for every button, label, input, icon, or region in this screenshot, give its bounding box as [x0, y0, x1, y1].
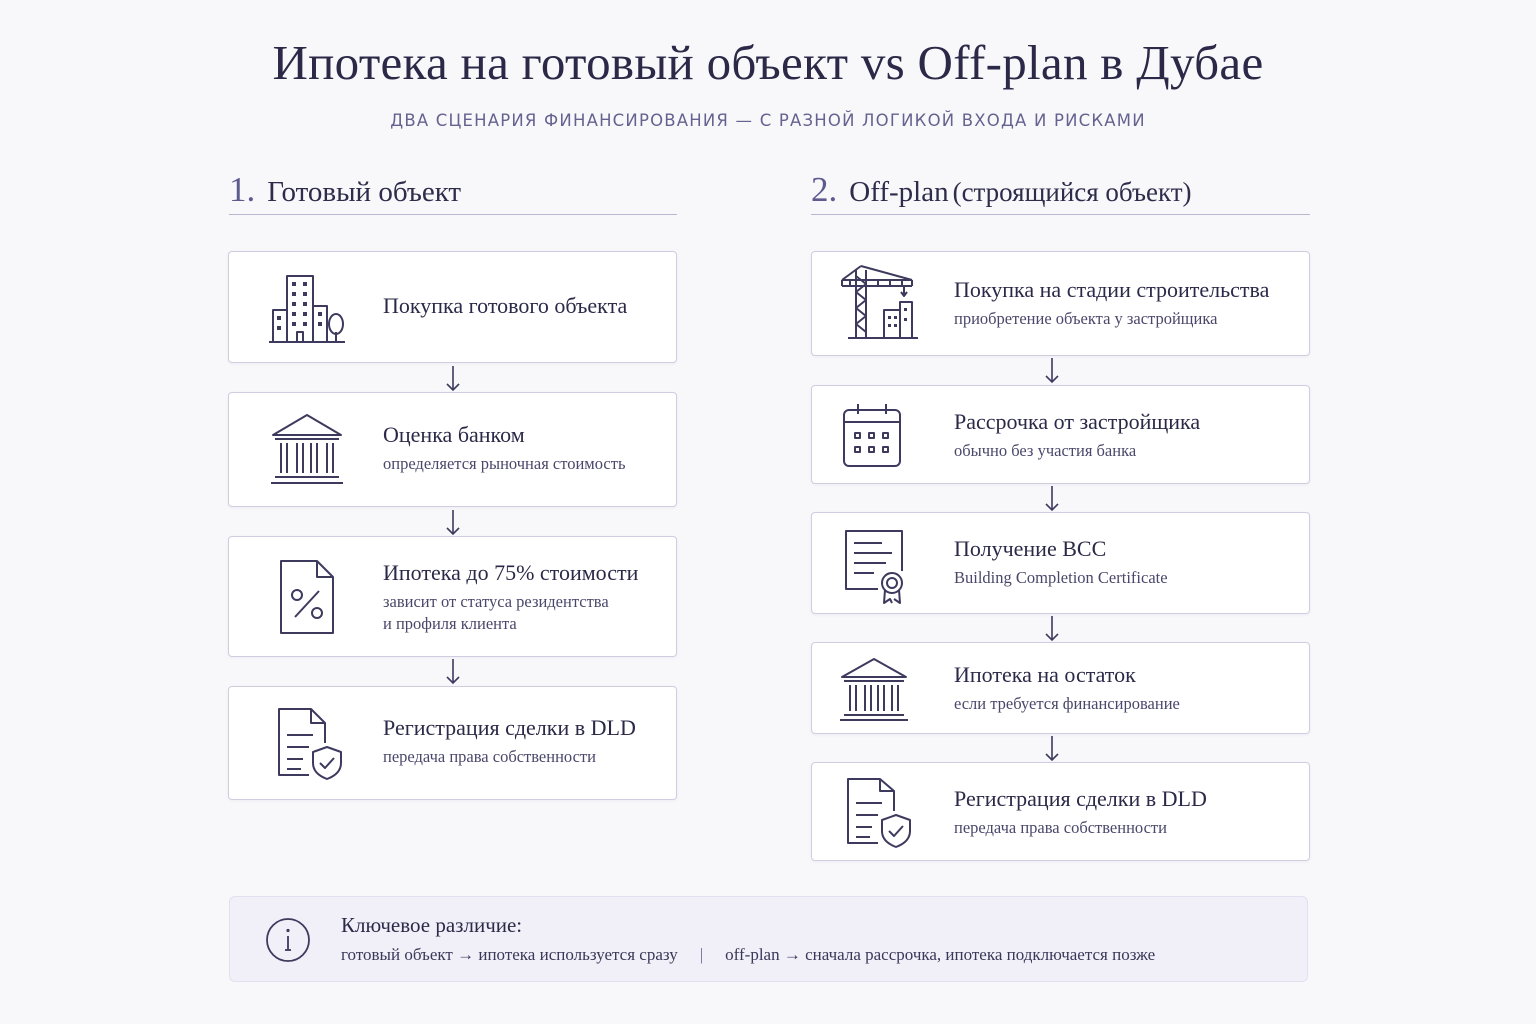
percent-document-icon: [265, 555, 349, 639]
step-title: Ипотека до 75% стоимости: [383, 560, 639, 585]
city-buildings-icon: [265, 266, 349, 350]
step-description: приобретение объекта у застройщика: [954, 309, 1218, 328]
step-title: Ипотека на остаток: [954, 662, 1136, 687]
step-description: если требуется финансирование: [954, 694, 1180, 713]
down-arrow-icon: [1044, 484, 1060, 514]
construction-crane-icon: [838, 262, 922, 346]
step-description: передача права собственности: [954, 818, 1167, 837]
step-description: зависит от статуса резидентства и профиля клиента: [383, 592, 609, 633]
note-title: Ключевое различие:: [341, 913, 523, 937]
right-step-2-text: [954, 408, 1200, 462]
right-step-5-card: [811, 762, 1310, 861]
right-step-2-card: [811, 385, 1310, 484]
info-icon: [264, 916, 312, 964]
key-difference-note: [229, 896, 1308, 982]
left-step-1-card: [228, 251, 677, 363]
right-step-1-text: [954, 276, 1269, 330]
down-arrow-icon: [445, 508, 461, 538]
down-arrow-icon: [1044, 356, 1060, 386]
page-subtitle: ДВА СЦЕНАРИЯ ФИНАНСИРОВАНИЯ — С РАЗНОЙ ЛОГИКОЙ ВХОДА И РИСКАМИ: [390, 111, 1146, 130]
step-title: Получение BCC: [954, 536, 1107, 561]
right-column-title-suffix: (строящийся объект): [952, 177, 1192, 207]
note-separator: |: [699, 945, 704, 964]
calendar-icon: [832, 394, 916, 478]
step-title: Покупка готового объекта: [383, 293, 628, 318]
left-step-2-text: [383, 421, 625, 475]
note-comparison: [341, 945, 1155, 965]
step-description: обычно без участия банка: [954, 441, 1137, 460]
right-step-3-card: [811, 512, 1310, 614]
right-column-title: Off-plan: [849, 176, 949, 208]
left-step-4-card: [228, 686, 677, 800]
step-title: Покупка на стадии строительства: [954, 277, 1270, 302]
step-title: Регистрация сделки в DLD: [383, 715, 636, 740]
down-arrow-icon: [1044, 734, 1060, 764]
step-title: Регистрация сделки в DLD: [954, 786, 1207, 811]
left-step-4-text: [383, 714, 636, 768]
bank-building-icon: [265, 409, 349, 493]
left-column-header: [229, 170, 677, 215]
left-column-number: 1.: [229, 170, 256, 209]
down-arrow-icon: [1044, 614, 1060, 644]
right-column-number: 2.: [811, 170, 838, 209]
left-column-title: Готовый объект: [267, 176, 462, 208]
certificate-icon: [834, 523, 918, 607]
right-step-3-text: [954, 535, 1168, 589]
step-title: Рассрочка от застройщика: [954, 409, 1201, 434]
document-shield-icon: [836, 771, 920, 855]
step-description: Building Completion Certificate: [954, 568, 1168, 587]
left-step-2-card: [228, 392, 677, 507]
right-step-4-text: [954, 661, 1180, 715]
right-step-1-card: [811, 251, 1310, 356]
step-description: определяется рыночная стоимость: [383, 454, 626, 473]
left-step-3-text: [383, 559, 638, 635]
document-shield-icon: [265, 703, 349, 787]
right-step-4-card: [811, 642, 1310, 734]
right-column-header: [811, 170, 1310, 215]
right-step-5-text: [954, 785, 1207, 839]
note-left-text: готовый объект → ипотека используется сразу: [341, 945, 678, 964]
bank-building-icon: [832, 647, 916, 731]
note-right-text: off-plan → сначала рассрочка, ипотека подключается позже: [725, 945, 1156, 964]
step-title: Оценка банком: [383, 422, 525, 447]
left-step-1-text: [383, 292, 627, 320]
step-description: передача права собственности: [383, 747, 596, 766]
left-step-3-card: [228, 536, 677, 657]
down-arrow-icon: [445, 364, 461, 394]
page-title: Ипотека на готовый объект vs Off-plan в Дубае: [272, 35, 1264, 90]
down-arrow-icon: [445, 657, 461, 687]
